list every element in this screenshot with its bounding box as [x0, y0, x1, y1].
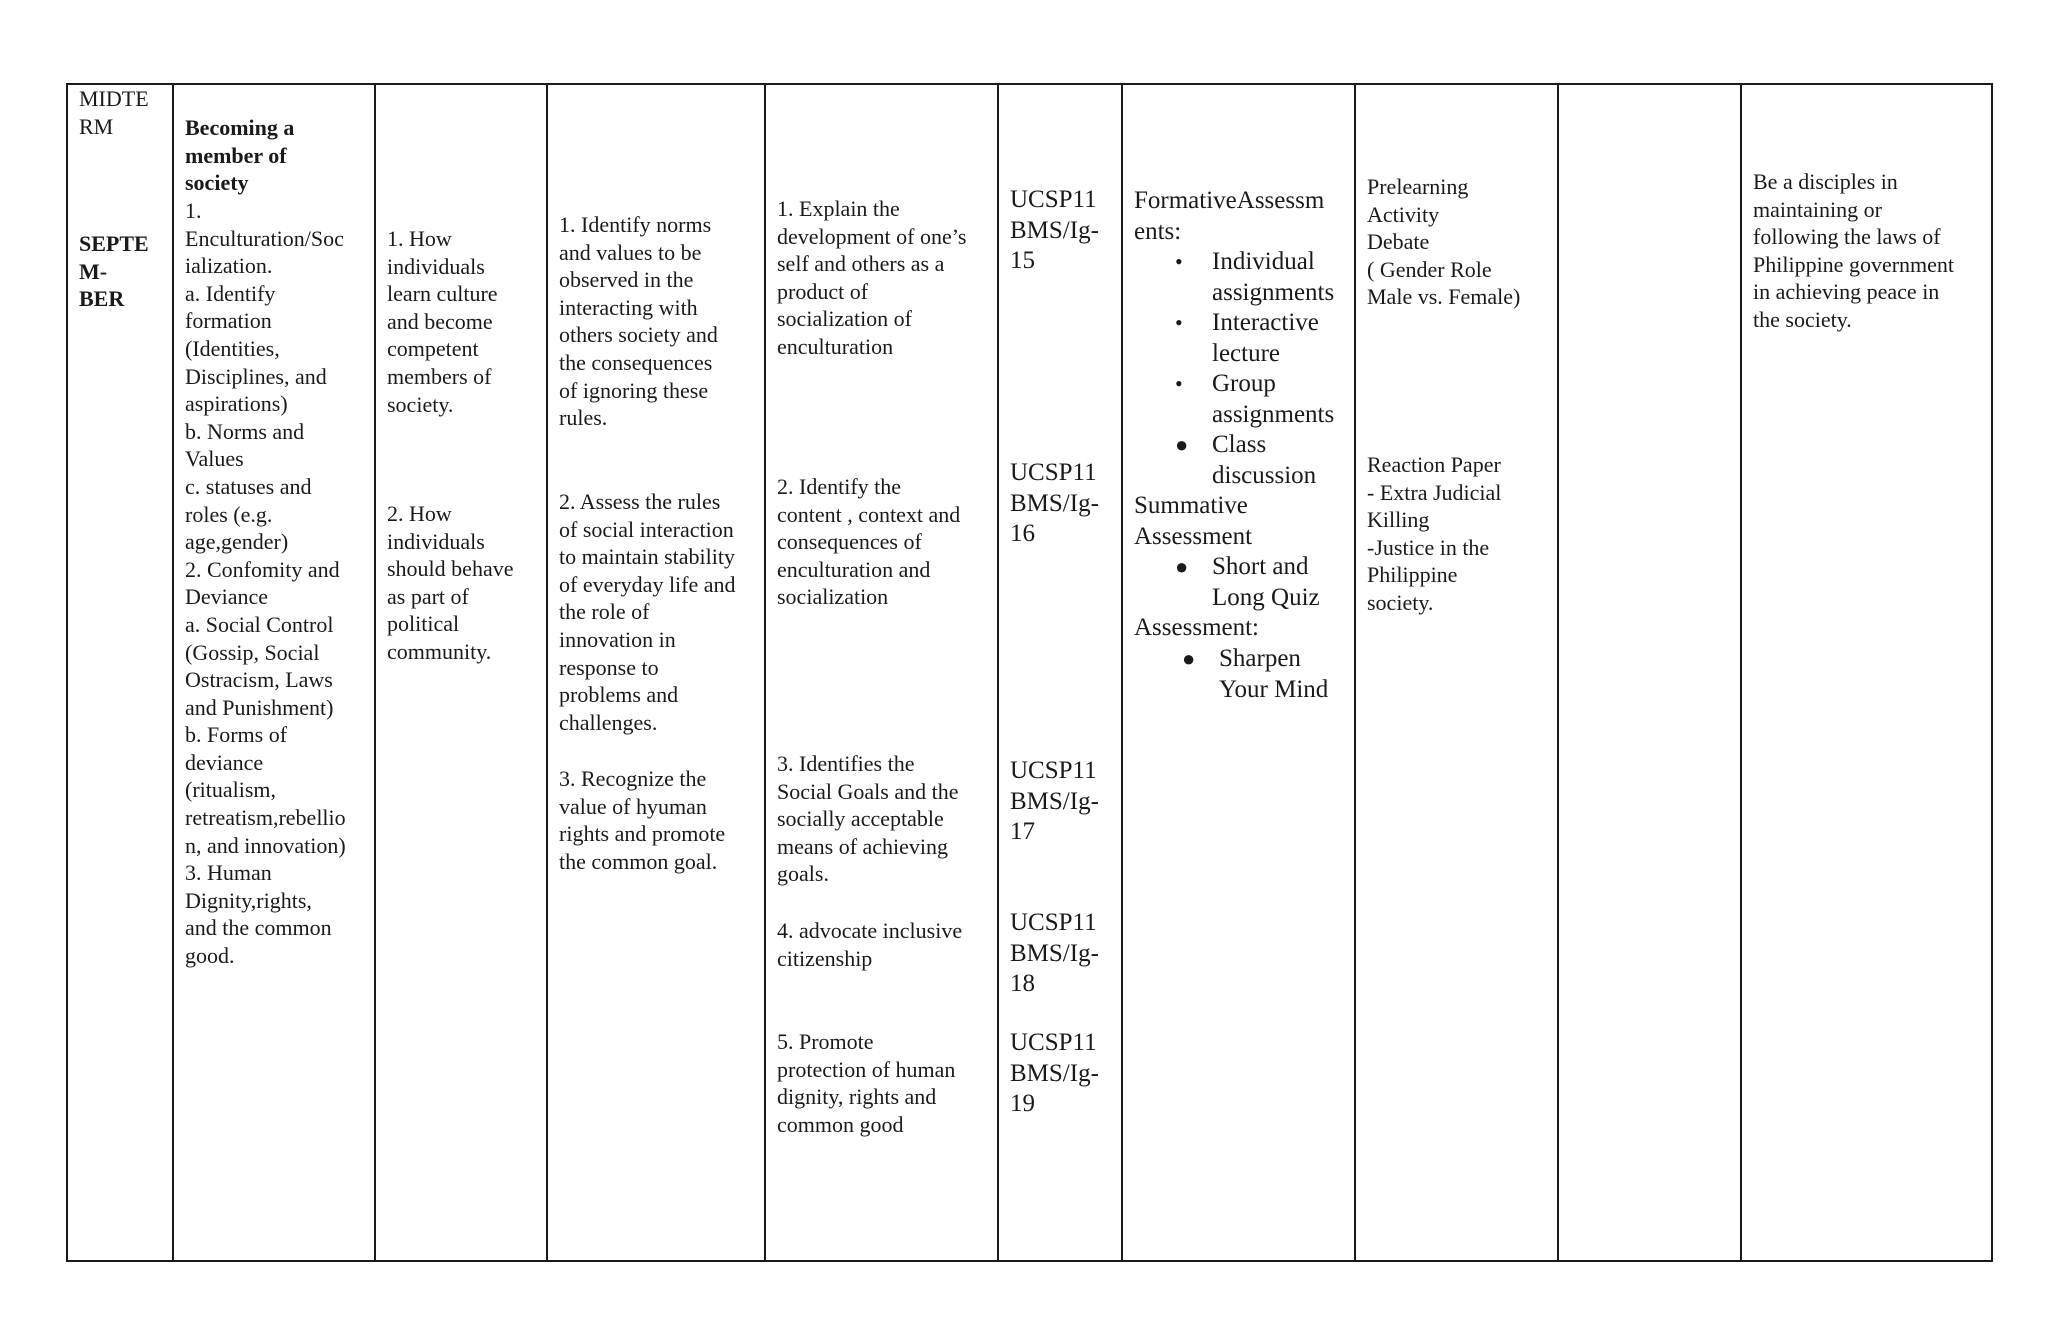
content-body: 1. Enculturation/Soc ialization. a. Identify formation (Identities, Disciplines, and aspirations) b. Norms and Values c. statuses and roles (e.g. age,gender) 2. Confomity and Deviance a. Social Control (Gossip, Social Ostracism, Laws and Punishment) b. Forms of deviance (ritualism, retreatism,rebellio n, and innovation) 3. Human Dignity,rights, and the common good. — [185, 198, 346, 969]
list-item: • Individual assignments — [1175, 248, 1335, 306]
list-item: ● Class discussion — [1175, 431, 1317, 489]
code-item-5: UCSP11 BMS/Ig- 19 — [1010, 1029, 1099, 1117]
competency-item-4: 4. advocate inclusive citizenship — [777, 918, 963, 971]
code-item-1: UCSP11 BMS/Ig- 15 — [1010, 186, 1099, 274]
objective-item-1: 1. Identify norms and values to be observed in the interacting with others society and the consequences of ignoring these rules. — [559, 212, 718, 431]
bullet-icon: ● — [1182, 646, 1196, 671]
activities-cell — [1355, 84, 1558, 1261]
list-item: • Interactive lecture — [1175, 309, 1319, 367]
code-item-2: UCSP11 BMS/Ig- 16 — [1010, 459, 1099, 547]
competency-item-5: 5. Promote protection of human dignity, rights and common good — [777, 1029, 956, 1137]
competency-item-1: 1. Explain the development of one’s self and others as a product of socialization of enculturation — [777, 196, 967, 359]
formative-heading: FormativeAssessm ents: — [1134, 187, 1325, 245]
empty-cell — [1558, 84, 1741, 1261]
term-cell — [67, 84, 173, 1261]
table-row — [67, 84, 1992, 1261]
summative-heading: Summative Assessment — [1134, 492, 1253, 550]
list-item: ● Short and Long Quiz — [1175, 553, 1320, 611]
values-item-1: Be a disciples in maintaining or following the laws of Philippine government in achieving peace in the society. — [1753, 169, 1955, 332]
codes-cell — [998, 84, 1122, 1261]
content-cell — [173, 84, 375, 1261]
objectives-cell — [547, 84, 765, 1261]
competency-item-2: 2. Identify the content , context and consequences of enculturation and socialization — [777, 474, 961, 610]
objective-item-3: 3. Recognize the value of hyuman rights and promote the common goal. — [559, 766, 726, 874]
bullet-icon: ● — [1175, 554, 1189, 579]
assessment-list — [1182, 644, 1329, 705]
code-item-4: UCSP11 BMS/Ig- 18 — [1010, 909, 1099, 997]
content-heading: Becoming a member of society — [185, 115, 295, 196]
assessment-heading: Assessment: — [1134, 614, 1259, 641]
term-label: MIDTE RM — [79, 86, 149, 139]
competency-item-3: 3. Identifies the Social Goals and the socially acceptable means of achieving goals. — [777, 751, 959, 887]
code-item-3: UCSP11 BMS/Ig- 17 — [1010, 757, 1099, 845]
summative-list — [1175, 552, 1320, 613]
objective-item-2: 2. Assess the rules of social interaction to maintain stability of everyday life and the role of innovation in response to problems and challenges. — [559, 489, 736, 735]
bullet-icon: • — [1175, 249, 1183, 274]
assessment-cell — [1122, 84, 1355, 1261]
list-item: ● Sharpen Your Mind — [1182, 645, 1329, 703]
month-label: SEPTE M- BER — [79, 231, 149, 312]
bullet-icon: • — [1175, 310, 1183, 335]
values-cell — [1741, 84, 1992, 1261]
formative-list — [1175, 247, 1335, 491]
question-item-2: 2. How individuals should behave as part of political community. — [387, 501, 514, 664]
list-item: • Group assignments — [1175, 370, 1335, 428]
questions-cell — [375, 84, 547, 1261]
activity-item-2: Reaction Paper - Extra Judicial Killing -Justice in the Philippine society. — [1367, 452, 1502, 615]
activity-item-1: Prelearning Activity Debate ( Gender Role Male vs. Female) — [1367, 174, 1521, 310]
bullet-icon: ● — [1175, 432, 1189, 457]
bullet-icon: • — [1175, 371, 1183, 396]
curriculum-table — [66, 83, 1993, 1262]
competencies-cell — [765, 84, 998, 1261]
question-item-1: 1. How individuals learn culture and become competent members of society. — [387, 226, 498, 417]
